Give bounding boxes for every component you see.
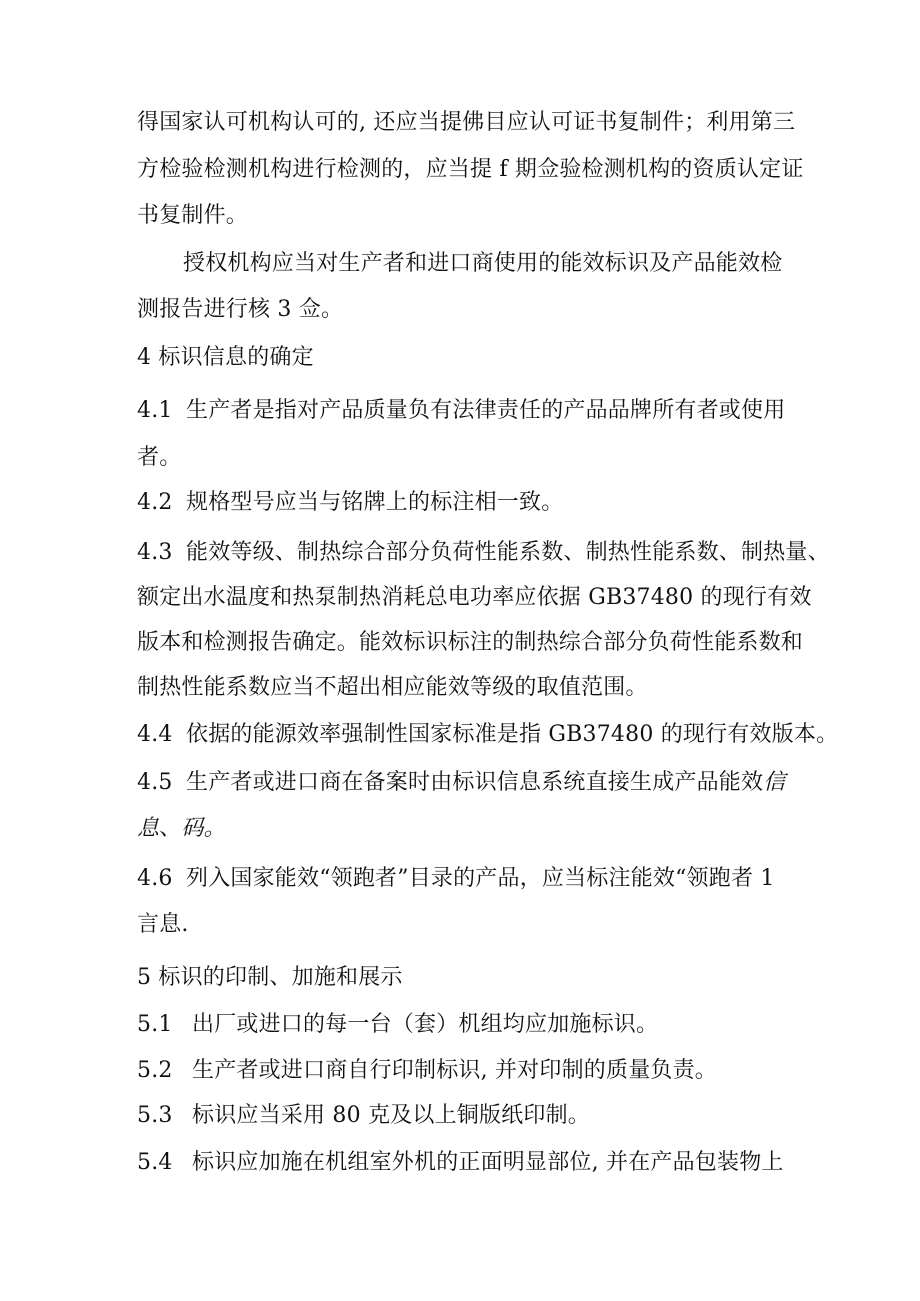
clause-number: 4.5 [137,770,173,795]
line-text: 得国家认可机构认可的, 还应当提佛目应认可证书复制件；利用第三 [137,110,796,135]
clause-number: 5.2 [137,1058,173,1083]
line-text: 、 [159,816,182,841]
heading-text: 5 标识的印制、加施和展示 [137,965,403,990]
paragraph-line [137,814,226,844]
line-text: 授权机构应当对生产者和进口商使用的能效标识及产品能效检 [183,251,783,276]
clause-text: 生产者或进口商自行印制标识, 并对印制的质量负责。 [192,1058,717,1083]
clause-text: 列入国家能效“领跑者”目录的产品，应当标注能效“领跑者 1 [186,866,775,891]
clause-text: 生产者或进口商在备案时由标识信息系统直接生成产品能效 [186,770,764,795]
clause-4-4 [137,720,838,750]
paragraph-line [137,628,803,658]
line-text: 言息. [137,912,189,937]
clause-5-2 [137,1056,717,1086]
clause-number: 4.2 [137,490,173,515]
clause-number: 4.6 [137,866,173,891]
clause-text: 依据的能源效率强制性国家标准是指 GB37480 的现行有效版本。 [186,722,839,747]
line-text: 方检验检测机构进行检测的，应当提 f 期佥验检测机构的资质认定证 [137,157,804,182]
line-text: 制热性能系数应当不超出相应能效等级的取值范围。 [137,675,648,700]
clause-5-3 [137,1101,590,1131]
paragraph-line [137,155,804,185]
heading-text: 4 标识信息的确定 [137,345,314,370]
line-text: 书复制件。 [137,203,249,228]
paragraph-line [137,910,189,940]
section-heading-5 [137,963,403,993]
clause-5-4 [137,1148,784,1178]
paragraph-line [137,673,648,703]
clause-text: 生产者是指对产品质量负有法律责任的产品品牌所有者或使用 [186,398,786,423]
clause-4-5 [137,768,785,798]
clause-4-1 [137,396,785,426]
paragraph-line [137,108,795,138]
line-text: 额定出水温度和热泵制热消耗总电功率应依据 GB37480 的现行有效 [137,585,812,610]
clause-number: 5.4 [137,1150,173,1175]
clause-text: 规格型号应当与铭牌上的标注相一致。 [186,490,564,515]
paragraph-line [137,583,812,613]
clause-text-italic: 信 [763,770,786,795]
paragraph-line [183,249,782,279]
clause-4-3 [137,538,830,568]
clause-text: 出厂或进口的每一台（套）机组均应加施标识。 [192,1012,659,1037]
clause-number: 5.1 [137,1012,173,1037]
section-heading-4 [137,343,314,373]
clause-text: 能效等级、制热综合部分负荷性能系数、制热性能系数、制热量、 [186,540,830,565]
line-text-italic: 息 [137,816,160,841]
clause-text: 标识应当采用 80 克及以上铜版纸印制。 [192,1103,590,1128]
line-text: 版本和检测报告确定。能效标识标注的制热综合部分负荷性能系数和 [137,630,804,655]
paragraph-line [137,443,181,473]
line-text: 测报告进行核 3 佥。 [137,297,344,322]
clause-number: 5.3 [137,1103,173,1128]
line-text-italic: 码。 [181,816,226,841]
paragraph-line [137,295,343,325]
line-text: 者。 [137,445,182,470]
clause-text: 标识应加施在机组室外机的正面明显部位, 并在产品包装物上 [192,1150,784,1175]
clause-number: 4.1 [137,398,173,423]
clause-4-2 [137,488,563,518]
paragraph-line [137,201,248,231]
clause-number: 4.3 [137,540,173,565]
clause-number: 4.4 [137,722,173,747]
clause-4-6 [137,864,775,894]
clause-5-1 [137,1010,658,1040]
